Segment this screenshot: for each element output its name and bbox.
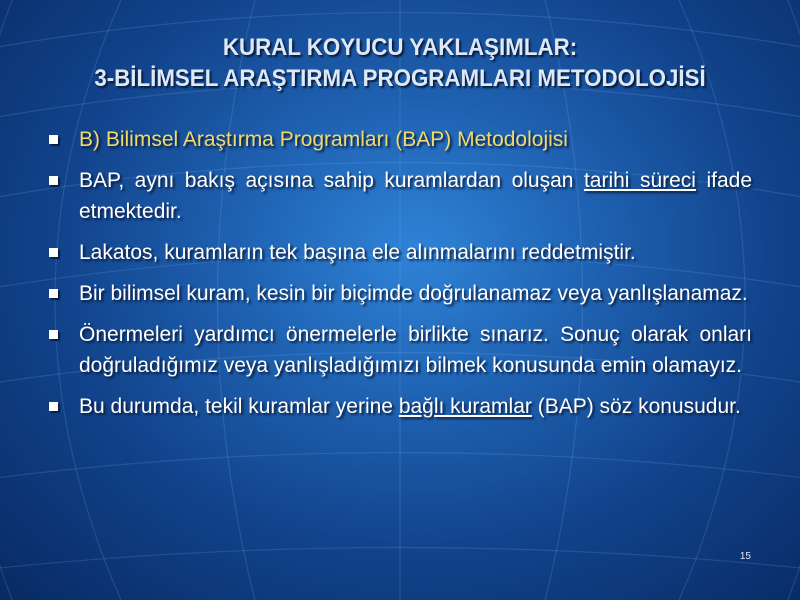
bullet-text-part: ifade etmektedir. [79,169,753,223]
bullet-item-bap-definition [48,165,752,227]
bullet-text-part: Bu durumda, tekil kuramlar yerine [79,395,399,418]
square-bullet-icon [49,248,58,257]
square-bullet-icon [49,135,58,144]
bullet-item-scientific-theory [48,278,752,309]
bullet-text: Lakatos, kuramların tek başına ele alınmalarını reddetmiştir. [79,241,636,264]
bullet-text-part: (BAP) söz konusudur. [531,395,741,418]
bullet-item-connected-theories [48,391,752,422]
slide-title-line-1: KURAL KOYUCU YAKLAŞIMLAR: [222,34,578,61]
slide-title-line-2: 3-BİLİMSEL ARAŞTIRMA PROGRAMLARI METODOLOJİSİ [94,65,706,92]
bullet-item-propositions [48,319,752,381]
underlined-term: tarihi süreci [583,169,696,192]
square-bullet-icon [49,330,58,339]
square-bullet-icon [49,402,58,411]
bullet-item-lakatos [48,237,752,268]
bullet-list [48,124,752,432]
bullet-text-part: BAP, aynı bakış açısına sahip kuramlardan oluşan [79,169,584,192]
slide-title [47,32,754,94]
square-bullet-icon [49,176,58,185]
bullet-text: Bir bilimsel kuram, kesin bir biçimde doğrulanamaz veya yanlışlanamaz. [79,282,748,305]
underlined-term: bağlı kuramlar [398,395,532,418]
square-bullet-icon [49,289,58,298]
bullet-text: B) Bilimsel Araştırma Programları (BAP) Metodolojisi [79,128,568,151]
bullet-text: Önermeleri yardımcı önermelerle birlikte sınarız. Sonuç olarak onları doğruladığımız veya yanlışladığımızı bilmek konusunda emin olamayız. [79,323,752,377]
bullet-item-bap-methodology [48,124,752,155]
page-number: 15 [739,551,751,562]
